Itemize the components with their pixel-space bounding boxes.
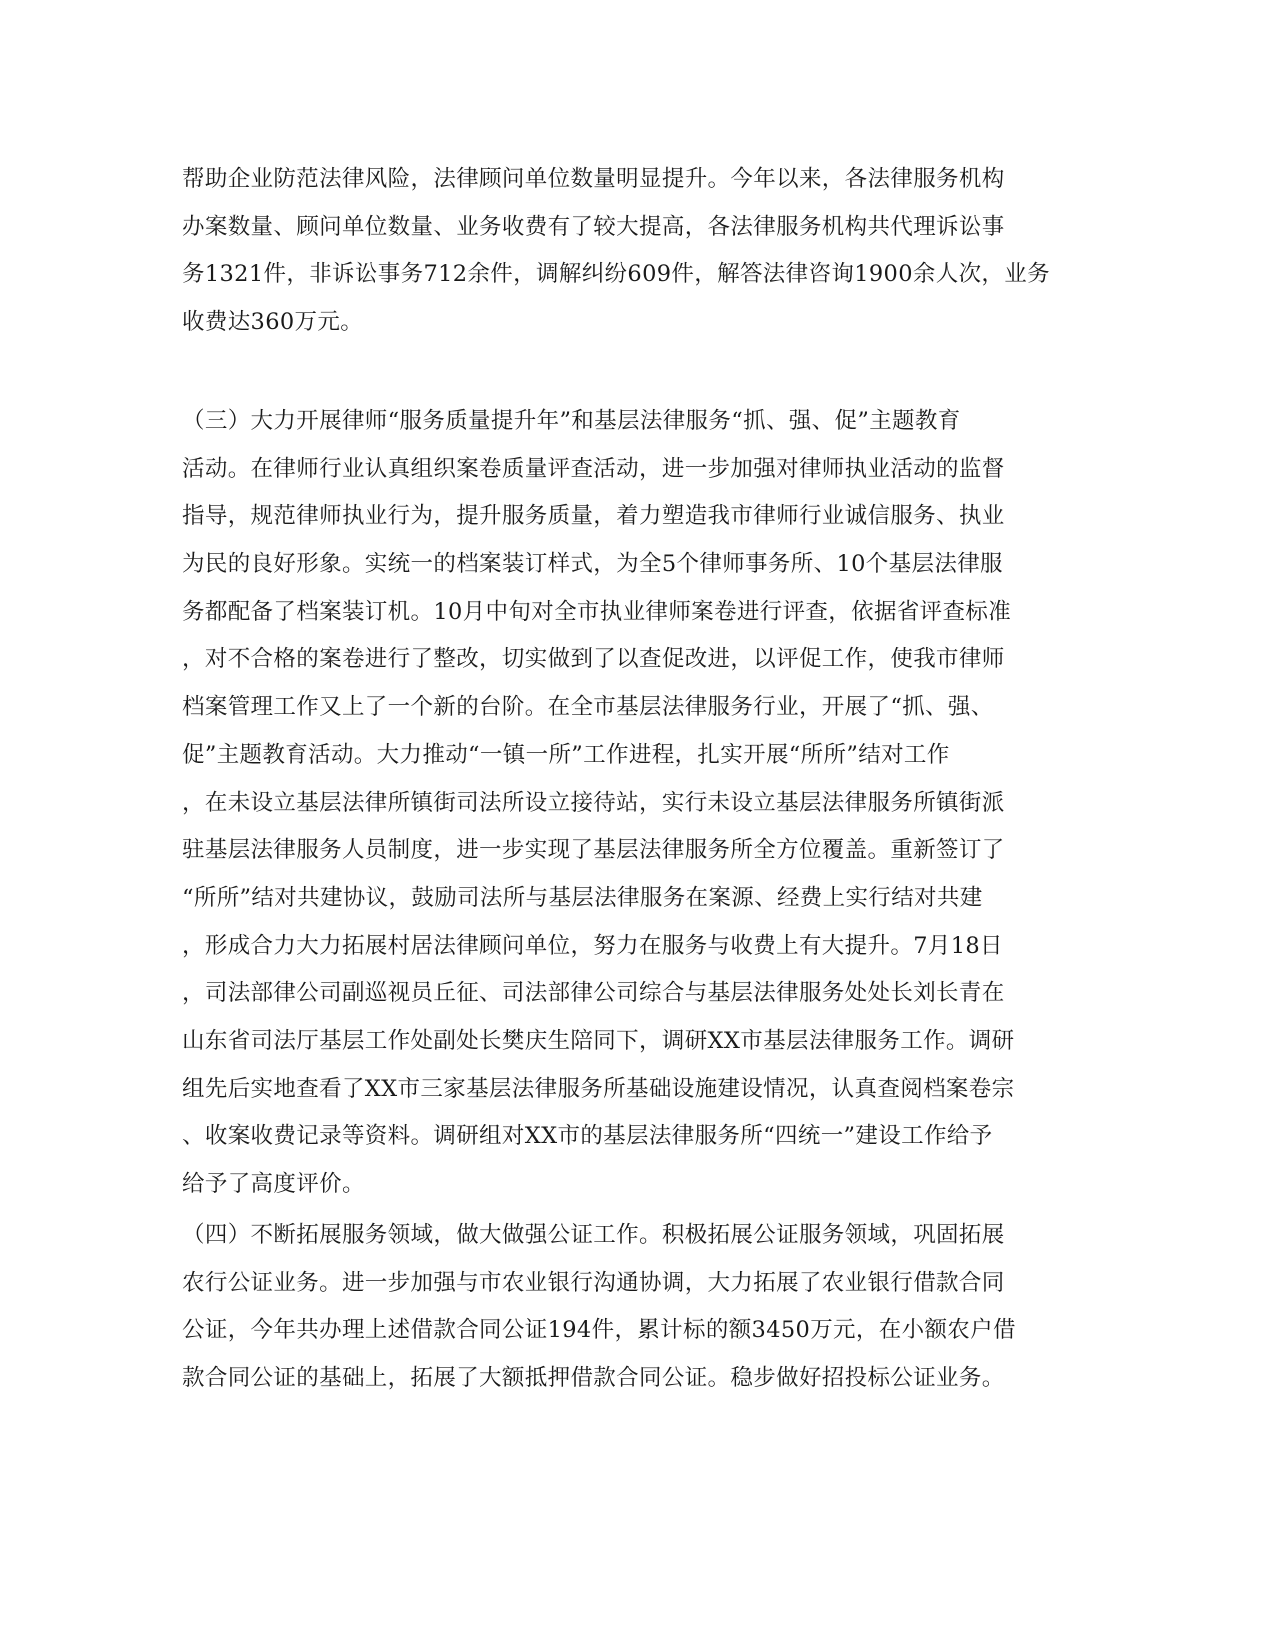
text-line: 公证，今年共办理上述借款合同公证194件，累计标的额3450万元，在小额农户借 bbox=[182, 1317, 1016, 1344]
text-line: ，对不合格的案卷进行了整改，切实做到了以查促改进，以评促工作，使我市律师 bbox=[182, 646, 1005, 673]
text-line: 驻基层法律服务人员制度，进一步实现了基层法律服务所全方位覆盖。重新签订了 bbox=[182, 837, 1005, 864]
paragraph-section-three bbox=[182, 398, 1082, 1209]
text-line: ，形成合力大力拓展村居法律顾问单位，努力在服务与收费上有大提升。7月18日 bbox=[182, 932, 1003, 959]
text-line: 帮助企业防范法律风险，法律顾问单位数量明显提升。今年以来，各法律服务机构 bbox=[182, 166, 1005, 192]
text-line: 办案数量、顾问单位数量、业务收费有了较大提高，各法律服务机构共代理诉讼事 bbox=[182, 213, 1005, 240]
text-line: 务1321件，非诉讼事务712余件，调解纠纷609件，解答法律咨询1900余人次，业务 bbox=[182, 261, 1050, 288]
paragraph-legal-counsel-results bbox=[182, 156, 1082, 347]
text-line: 促”主题教育活动。大力推动“一镇一所”工作进程，扎实开展“所所”结对工作 bbox=[182, 741, 950, 768]
text-line: 为民的良好形象。实统一的档案装订样式，为全5个律师事务所、10个基层法律服 bbox=[182, 551, 1003, 578]
text-line: “所所”结对共建协议，鼓励司法所与基层法律服务在案源、经费上实行结对共建 bbox=[182, 884, 983, 911]
text-line: 务都配备了档案装订机。10月中旬对全市执业律师案卷进行评查，依据省评查标准 bbox=[182, 598, 1012, 625]
text-line: ，司法部律公司副巡视员丘征、司法部律公司综合与基层法律服务处处长刘长青在 bbox=[182, 980, 1005, 1007]
text-line: 、收案收费记录等资料。调研组对XX市的基层法律服务所“四统一”建设工作给予 bbox=[182, 1123, 993, 1150]
paragraph-section-four bbox=[182, 1212, 1082, 1403]
text-line: 收费达360万元。 bbox=[182, 309, 364, 336]
text-line: 农行公证业务。进一步加强与市农业银行沟通协调，大力拓展了农业银行借款合同 bbox=[182, 1269, 1005, 1296]
text-line: 山东省司法厅基层工作处副处长樊庆生陪同下，调研XX市基层法律服务工作。调研 bbox=[182, 1027, 1015, 1054]
text-line: 档案管理工作又上了一个新的台阶。在全市基层法律服务行业，开展了“抓、强、 bbox=[182, 694, 994, 721]
text-line: 给予了高度评价。 bbox=[182, 1171, 365, 1197]
text-line: ，在未设立基层法律所镇街司法所设立接待站，实行未设立基层法律服务所镇街派 bbox=[182, 789, 1005, 816]
text-line: （三）大力开展律师“服务质量提升年”和基层法律服务“抓、强、促”主题教育 bbox=[182, 408, 961, 434]
text-line: 指导，规范律师执业行为，提升服务质量，着力塑造我市律师行业诚信服务、执业 bbox=[182, 503, 1005, 530]
text-line: 活动。在律师行业认真组织案卷质量评查活动，进一步加强对律师执业活动的监督 bbox=[182, 455, 1005, 482]
text-line: 款合同公证的基础上，拓展了大额抵押借款合同公证。稳步做好招投标公证业务。 bbox=[182, 1365, 1005, 1392]
text-line: 组先后实地查看了XX市三家基层法律服务所基础设施建设情况，认真查阅档案卷宗 bbox=[182, 1075, 1015, 1102]
text-line: （四）不断拓展服务领域，做大做强公证工作。积极拓展公证服务领域，巩固拓展 bbox=[182, 1222, 1005, 1248]
